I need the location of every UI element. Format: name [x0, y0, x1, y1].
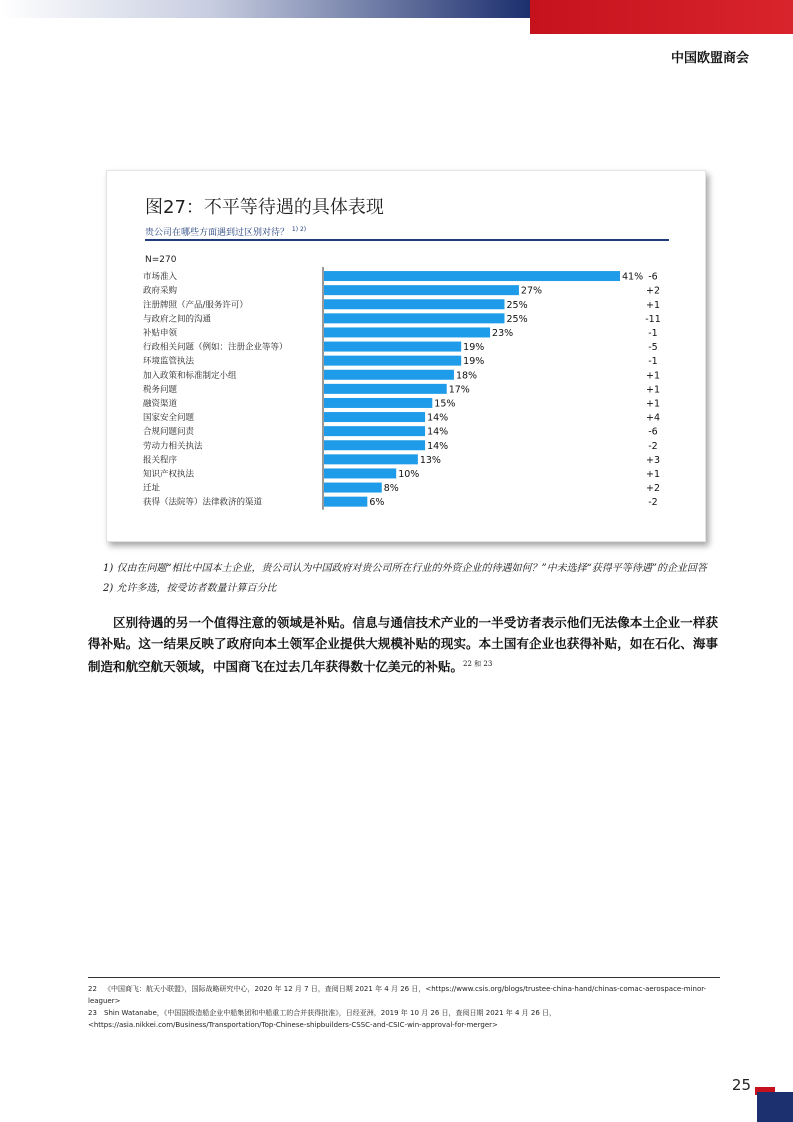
- body-text: 区别待遇的另一个值得注意的领域是补贴。信息与通信技术产业的一半受访者表示他们无法像本土企业一样获得补贴。这一结果反映了政府向本土领军企业提供大规模补贴的现实。本土国有企业也获得补贴，如在石化、海事制造和航空航天领域，中国商飞在过去几年获得数十亿美元的补贴。: [88, 615, 718, 675]
- category-label: 报关程序: [143, 455, 178, 466]
- value-label: 27%: [520, 285, 543, 297]
- footnote-rule: [88, 977, 720, 978]
- bar: [324, 412, 425, 422]
- category-label: 环境监管执法: [143, 356, 195, 367]
- bar: [324, 313, 504, 323]
- change-label: -2: [648, 497, 658, 509]
- value-label: 8%: [383, 483, 399, 495]
- chart-sample-size: N=270: [145, 255, 177, 265]
- category-label: 税务问题: [143, 384, 178, 395]
- value-label: 19%: [463, 356, 485, 368]
- header-gradient-bar: [0, 0, 530, 18]
- page-number: 25: [731, 1076, 751, 1094]
- body-paragraph: [88, 612, 718, 677]
- change-label: -1: [648, 327, 658, 339]
- category-label: 知识产权执法: [143, 469, 195, 480]
- change-label: +1: [645, 384, 661, 396]
- bar: [324, 356, 461, 366]
- bar: [324, 468, 396, 478]
- category-label: 政府采购: [143, 286, 178, 297]
- change-label: -11: [645, 313, 661, 325]
- value-label: 13%: [419, 454, 441, 466]
- footnote-number: 23: [88, 1009, 97, 1017]
- bar: [324, 454, 418, 464]
- bar: [324, 271, 620, 281]
- chart-notes: [103, 559, 707, 599]
- organization-name: 中国欧盟商会: [670, 51, 749, 66]
- footnote-text: Shin Watanabe，《中国国级造船企业中船集团和中船重工的合并获得批准》，日经亚洲，2019 年 10 月 26 日，查阅日期 2021 年 4 月 26 日，<https://asia.nikkei.com/Business/Transportation/Top-Chinese-shipbuilders-CSSC-and-CSIC-win-approval-for-merger>: [88, 1009, 557, 1029]
- change-label: +1: [645, 370, 661, 382]
- bar: [324, 398, 432, 408]
- footer-navy-block: [757, 1092, 793, 1122]
- change-label: -1: [648, 356, 658, 368]
- change-label: +3: [645, 454, 661, 466]
- header-red-block: [530, 0, 793, 34]
- category-label: 加入政策和标准制定小组: [143, 370, 237, 381]
- category-label: 劳动力相关执法: [143, 441, 203, 452]
- value-label: 6%: [369, 497, 385, 509]
- bar: [324, 342, 461, 352]
- bar: [324, 370, 454, 380]
- change-label: -6: [648, 271, 658, 283]
- change-label: -2: [648, 440, 658, 452]
- category-label: 注册牌照（产品/服务许可）: [143, 300, 248, 311]
- body-footnote-ref: 22 和 23: [463, 660, 493, 668]
- change-label: +2: [645, 483, 661, 495]
- chart-note-2: 2) 允许多选，按受访者数量计算百分比: [103, 583, 277, 594]
- value-label: 17%: [448, 384, 470, 396]
- category-label: 市场准入: [143, 272, 178, 283]
- bar: [324, 327, 490, 337]
- bar: [324, 497, 367, 507]
- value-label: 19%: [463, 342, 485, 354]
- category-label: 迁址: [143, 483, 161, 494]
- chart-note-1: 1) 仅由在问题“相比中国本土企业，贵公司认为中国政府对贵公司所在行业的外资企业的待遇如何？”中未选择“获得平等待遇”的企业回答: [103, 563, 707, 574]
- value-label: 14%: [427, 440, 449, 452]
- chart-subtitle-notes: 1) 2): [291, 226, 307, 233]
- footnote-22: [88, 983, 720, 1007]
- change-label: +4: [645, 412, 661, 424]
- chart-title: 图27：不平等待遇的具体表现: [145, 197, 384, 218]
- category-label: 行政相关问题（例如：注册企业等等）: [143, 342, 288, 353]
- value-label: 10%: [398, 468, 420, 480]
- category-label: 合规问题问责: [143, 427, 195, 438]
- change-label: +1: [645, 468, 661, 480]
- bar: [324, 384, 447, 394]
- change-label: -6: [648, 426, 658, 438]
- bar-chart: [107, 171, 707, 543]
- bar: [324, 285, 519, 295]
- value-label: 15%: [434, 398, 456, 410]
- value-label: 23%: [492, 327, 514, 339]
- category-label: 国家安全问题: [143, 413, 195, 424]
- bar: [324, 440, 425, 450]
- value-label: 14%: [427, 426, 449, 438]
- value-label: 18%: [455, 370, 478, 382]
- category-label: 获得（法院等）法律救济的渠道: [143, 497, 263, 508]
- change-label: +1: [645, 398, 661, 410]
- value-label: 14%: [427, 412, 449, 424]
- chart-card: [106, 170, 706, 542]
- bar: [324, 483, 382, 493]
- category-label: 补贴申领: [143, 328, 178, 339]
- value-label: 25%: [506, 299, 528, 311]
- bar: [324, 426, 425, 436]
- change-label: +2: [645, 285, 661, 297]
- change-label: -5: [648, 342, 658, 354]
- category-label: 与政府之间的沟通: [143, 314, 212, 325]
- bar: [324, 299, 504, 309]
- footnote-number: 22: [88, 985, 97, 993]
- change-label: +1: [645, 299, 661, 311]
- chart-subtitle-text: 贵公司在哪些方面遇到过区别对待？: [145, 228, 290, 238]
- footnote-23: [88, 1007, 720, 1031]
- footnote-text: 《中国商飞：航天小联盟》，国际战略研究中心，2020 年 12 月 7 日，查阅日期 2021 年 4 月 26 日，<https://www.csis.org/blogs/trustee-china-hand/chinas-comac-aerospace-minor-leaguer>: [88, 985, 707, 1005]
- value-label: 25%: [506, 313, 528, 325]
- value-label: 41%: [622, 271, 644, 283]
- category-label: 融资渠道: [143, 398, 178, 409]
